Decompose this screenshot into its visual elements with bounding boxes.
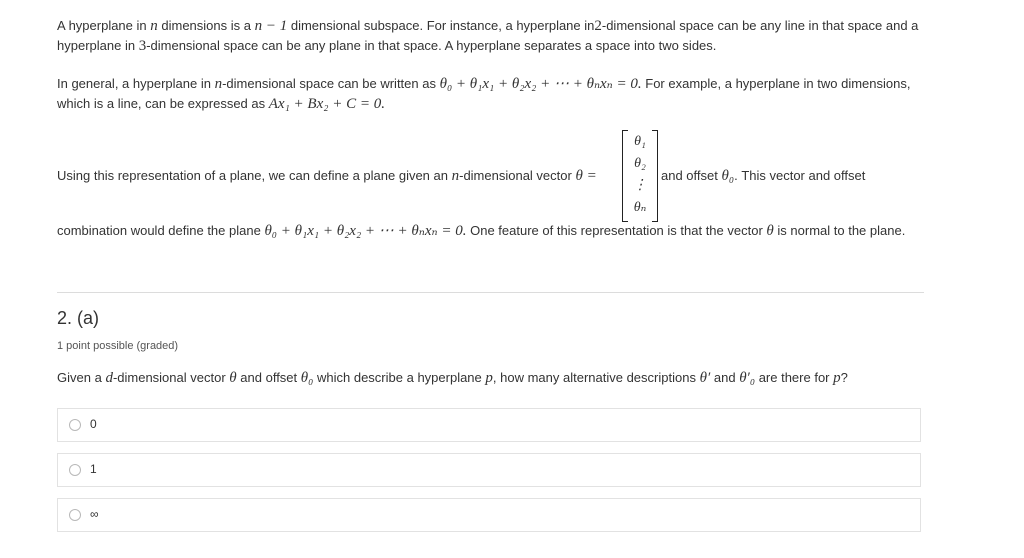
vector-definition-text: Using this representation of a plane, we can define a plane given an n-dimensional vector θ = xyxy=(57,168,597,184)
points-label: 1 point possible (graded) xyxy=(57,340,179,352)
theta-column-vector xyxy=(622,130,658,222)
general-form-paragraph: In general, a hyperplane in n-dimensional space can be written as θ₀ + θ₁x₁ + θ₂x₂ + ⋯ + θₙxₙ = 0. For example, a hyperplane in two dimensions, which is a line, can be expressed as Ax₁ + Bx₂ + C = 0. xyxy=(57,76,911,112)
offset-text: and offset θ₀. This vector and offset xyxy=(661,168,866,184)
line-equation: Ax₁ + Bx₂ + C = 0. xyxy=(268,96,385,112)
answer-option-0[interactable] xyxy=(57,408,921,442)
answer-option-1[interactable] xyxy=(57,453,921,487)
hyperplane-equation: θ₀ + θ₁x₁ + θ₂x₂ + ⋯ + θₙxₙ = 0. xyxy=(439,76,642,92)
vector-element: θ₁ xyxy=(634,134,646,149)
intro-paragraph: A hyperplane in n dimensions is a n − 1 dimensional subspace. For instance, a hyperplane in2-dimensional space can be any line in that space and a hyperplane in 3-dimensional space can be any plane in that space. A hyperplane separates a space into two sides. xyxy=(57,18,919,54)
vector-element: θₙ xyxy=(633,200,647,215)
option-label: 0 xyxy=(90,417,97,431)
radio-button[interactable] xyxy=(69,464,81,476)
vector-element: ⋮ xyxy=(633,178,647,193)
radio-button[interactable] xyxy=(69,419,81,431)
plane-equation: θ₀ + θ₁x₁ + θ₂x₂ + ⋯ + θₙxₙ = 0. xyxy=(264,223,467,239)
option-label: ∞ xyxy=(90,507,99,521)
math-n-minus-1: n − 1 xyxy=(254,18,288,34)
radio-button[interactable] xyxy=(69,509,81,521)
normal-vector-paragraph: combination would define the plane θ₀ + θ₁x₁ + θ₂x₂ + ⋯ + θₙxₙ = 0. One feature of this representation is that the vector θ is normal to the plane. xyxy=(57,223,906,239)
answer-option-infinity[interactable] xyxy=(57,498,921,532)
option-label: 1 xyxy=(90,462,97,476)
math-n: n xyxy=(150,18,158,34)
question-text: Given a d-dimensional vector θ and offset θ₀ which describe a hyperplane p, how many alternative descriptions θ′ and θ′₀ are there for p? xyxy=(57,370,848,386)
section-divider xyxy=(57,292,924,293)
vector-element: θ₂ xyxy=(634,156,646,171)
question-title: 2. (a) xyxy=(57,308,100,328)
